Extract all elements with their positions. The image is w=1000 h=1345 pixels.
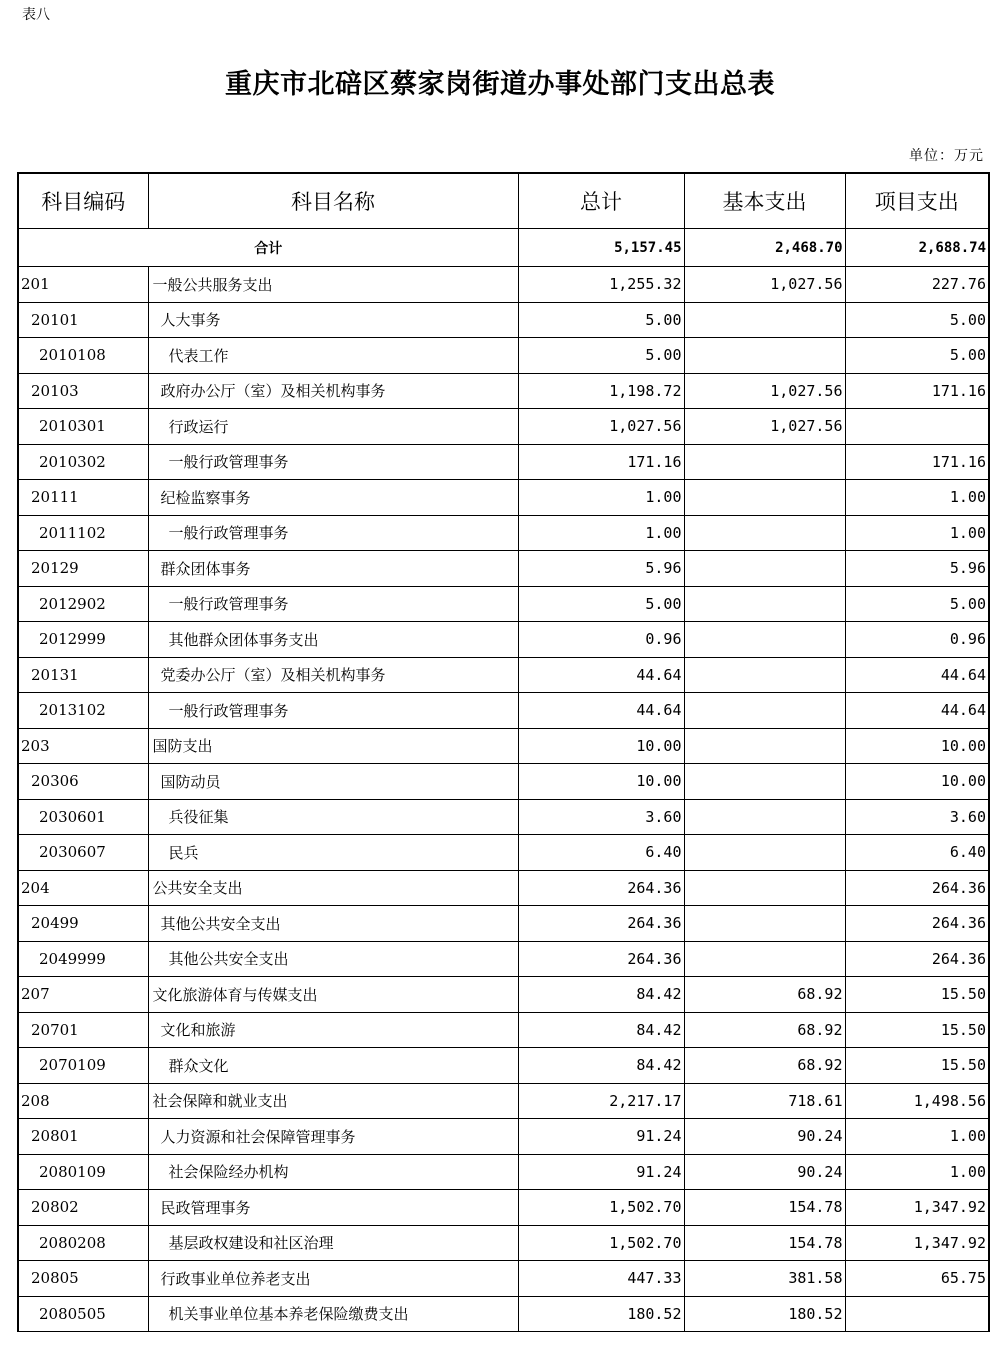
row-code: 20801 [18,1119,148,1155]
row-code: 20306 [18,764,148,800]
table-row [18,870,989,906]
row-code: 20101 [18,302,148,338]
row-name: 党委办公厅（室）及相关机构事务 [148,657,518,693]
row-code: 2012902 [18,586,148,622]
row-name: 民兵 [148,835,518,871]
row-total: 1,502.70 [518,1190,684,1226]
row-project: 1,347.92 [845,1190,989,1226]
row-name: 其他群众团体事务支出 [148,622,518,658]
table-row [18,302,989,338]
row-basic: 180.52 [684,1296,845,1332]
column-header-total: 总计 [518,173,684,229]
column-header-name: 科目名称 [148,173,518,229]
row-code: 20111 [18,480,148,516]
row-project: 1.00 [845,1154,989,1190]
row-total: 264.36 [518,941,684,977]
row-name: 行政事业单位养老支出 [148,1261,518,1297]
row-project: 44.64 [845,693,989,729]
table-row [18,693,989,729]
row-total: 264.36 [518,906,684,942]
total-basic: 2,468.70 [684,229,845,267]
row-name: 机关事业单位基本养老保险缴费支出 [148,1296,518,1332]
row-code: 203 [18,728,148,764]
row-code: 2012999 [18,622,148,658]
table-row [18,799,989,835]
total-row [18,229,989,267]
row-name: 一般行政管理事务 [148,444,518,480]
row-name: 一般行政管理事务 [148,586,518,622]
row-basic [684,693,845,729]
row-project: 264.36 [845,906,989,942]
table-row [18,480,989,516]
row-project: 1.00 [845,1119,989,1155]
row-total: 447.33 [518,1261,684,1297]
row-code: 2080505 [18,1296,148,1332]
row-name: 纪检监察事务 [148,480,518,516]
row-name: 其他公共安全支出 [148,941,518,977]
row-basic: 68.92 [684,977,845,1013]
row-basic: 718.61 [684,1083,845,1119]
row-code: 20802 [18,1190,148,1226]
row-project [845,1296,989,1332]
row-project: 264.36 [845,941,989,977]
table-row [18,977,989,1013]
row-project: 1,498.56 [845,1083,989,1119]
row-project: 171.16 [845,373,989,409]
page-title: 重庆市北碚区蔡家岗街道办事处部门支出总表 [225,69,775,100]
row-project: 10.00 [845,728,989,764]
row-project: 15.50 [845,1012,989,1048]
row-project [845,409,989,445]
row-name: 文化和旅游 [148,1012,518,1048]
table-row [18,586,989,622]
row-total: 91.24 [518,1119,684,1155]
table-row [18,1190,989,1226]
table-row [18,1048,989,1084]
row-name: 国防支出 [148,728,518,764]
row-code: 201 [18,267,148,303]
row-code: 204 [18,870,148,906]
row-total: 84.42 [518,977,684,1013]
row-project: 1.00 [845,480,989,516]
table-row [18,1261,989,1297]
table-number-label: 表八 [22,7,50,23]
table-row [18,1296,989,1332]
table-row [18,338,989,374]
row-total: 1.00 [518,480,684,516]
table-row [18,1083,989,1119]
row-code: 2010301 [18,409,148,445]
row-project: 3.60 [845,799,989,835]
row-name: 基层政权建设和社区治理 [148,1225,518,1261]
row-code: 2080109 [18,1154,148,1190]
row-basic: 381.58 [684,1261,845,1297]
row-name: 群众文化 [148,1048,518,1084]
row-basic: 90.24 [684,1154,845,1190]
row-project: 15.50 [845,977,989,1013]
row-basic [684,941,845,977]
column-header-code: 科目编码 [18,173,148,229]
row-project: 1.00 [845,515,989,551]
header-row [18,173,989,229]
row-total: 44.64 [518,657,684,693]
row-code: 20499 [18,906,148,942]
row-basic [684,586,845,622]
row-code: 2010108 [18,338,148,374]
row-total: 44.64 [518,693,684,729]
row-total: 6.40 [518,835,684,871]
row-name: 文化旅游体育与传媒支出 [148,977,518,1013]
table-row [18,1154,989,1190]
row-basic: 154.78 [684,1225,845,1261]
row-name: 一般公共服务支出 [148,267,518,303]
row-project: 171.16 [845,444,989,480]
table-row [18,622,989,658]
row-project: 5.00 [845,302,989,338]
row-code: 2070109 [18,1048,148,1084]
row-code: 20131 [18,657,148,693]
table-row [18,764,989,800]
table-row [18,1225,989,1261]
row-total: 5.96 [518,551,684,587]
row-basic [684,302,845,338]
row-code: 2013102 [18,693,148,729]
total-label: 合计 [18,229,518,267]
row-basic: 1,027.56 [684,409,845,445]
row-total: 91.24 [518,1154,684,1190]
row-name: 社会保障和就业支出 [148,1083,518,1119]
row-total: 84.42 [518,1012,684,1048]
row-name: 公共安全支出 [148,870,518,906]
row-project: 10.00 [845,764,989,800]
table-row [18,835,989,871]
row-code: 20103 [18,373,148,409]
table-row [18,409,989,445]
table-row [18,515,989,551]
row-code: 20701 [18,1012,148,1048]
row-total: 1,198.72 [518,373,684,409]
table-row [18,1012,989,1048]
row-total: 5.00 [518,586,684,622]
row-basic [684,799,845,835]
row-name: 一般行政管理事务 [148,693,518,729]
row-basic: 90.24 [684,1119,845,1155]
row-basic: 1,027.56 [684,267,845,303]
row-code: 2080208 [18,1225,148,1261]
row-code: 20805 [18,1261,148,1297]
row-project: 44.64 [845,657,989,693]
row-basic [684,764,845,800]
row-basic [684,657,845,693]
row-total: 180.52 [518,1296,684,1332]
row-name: 人力资源和社会保障管理事务 [148,1119,518,1155]
row-code: 20129 [18,551,148,587]
row-code: 208 [18,1083,148,1119]
row-name: 代表工作 [148,338,518,374]
table-row [18,657,989,693]
unit-label: 单位：万元 [909,148,984,164]
row-basic: 1,027.56 [684,373,845,409]
row-code: 2030607 [18,835,148,871]
row-project: 0.96 [845,622,989,658]
row-name: 民政管理事务 [148,1190,518,1226]
row-basic [684,622,845,658]
table-row [18,444,989,480]
table-row [18,728,989,764]
row-total: 264.36 [518,870,684,906]
row-name: 行政运行 [148,409,518,445]
row-project: 5.00 [845,586,989,622]
row-total: 1,255.32 [518,267,684,303]
row-name: 政府办公厅（室）及相关机构事务 [148,373,518,409]
row-total: 10.00 [518,764,684,800]
row-code: 2030601 [18,799,148,835]
row-total: 171.16 [518,444,684,480]
row-name: 社会保险经办机构 [148,1154,518,1190]
table-row [18,906,989,942]
table-row [18,373,989,409]
table-row [18,551,989,587]
row-name: 一般行政管理事务 [148,515,518,551]
row-total: 0.96 [518,622,684,658]
row-name: 国防动员 [148,764,518,800]
column-header-basic: 基本支出 [684,173,845,229]
row-code: 2049999 [18,941,148,977]
total-sum: 5,157.45 [518,229,684,267]
row-total: 5.00 [518,338,684,374]
row-project: 6.40 [845,835,989,871]
row-name: 群众团体事务 [148,551,518,587]
row-project: 5.00 [845,338,989,374]
row-project: 1,347.92 [845,1225,989,1261]
table-row [18,1119,989,1155]
row-total: 5.00 [518,302,684,338]
row-basic [684,906,845,942]
row-project: 227.76 [845,267,989,303]
row-basic [684,444,845,480]
row-total: 2,217.17 [518,1083,684,1119]
row-code: 2010302 [18,444,148,480]
row-name: 兵役征集 [148,799,518,835]
row-project: 264.36 [845,870,989,906]
row-total: 84.42 [518,1048,684,1084]
row-basic [684,551,845,587]
total-project: 2,688.74 [845,229,989,267]
row-total: 1.00 [518,515,684,551]
row-total: 1,502.70 [518,1225,684,1261]
row-basic: 68.92 [684,1012,845,1048]
row-name: 其他公共安全支出 [148,906,518,942]
row-total: 3.60 [518,799,684,835]
row-project: 65.75 [845,1261,989,1297]
row-total: 1,027.56 [518,409,684,445]
row-basic [684,835,845,871]
row-basic [684,338,845,374]
row-basic [684,728,845,764]
row-basic [684,515,845,551]
row-name: 人大事务 [148,302,518,338]
row-project: 15.50 [845,1048,989,1084]
row-code: 2011102 [18,515,148,551]
row-basic: 154.78 [684,1190,845,1226]
row-project: 5.96 [845,551,989,587]
row-basic: 68.92 [684,1048,845,1084]
column-header-project: 项目支出 [845,173,989,229]
row-total: 10.00 [518,728,684,764]
table-row [18,941,989,977]
row-basic [684,870,845,906]
expenditure-table [17,172,990,1332]
table-row [18,267,989,303]
row-basic [684,480,845,516]
row-code: 207 [18,977,148,1013]
